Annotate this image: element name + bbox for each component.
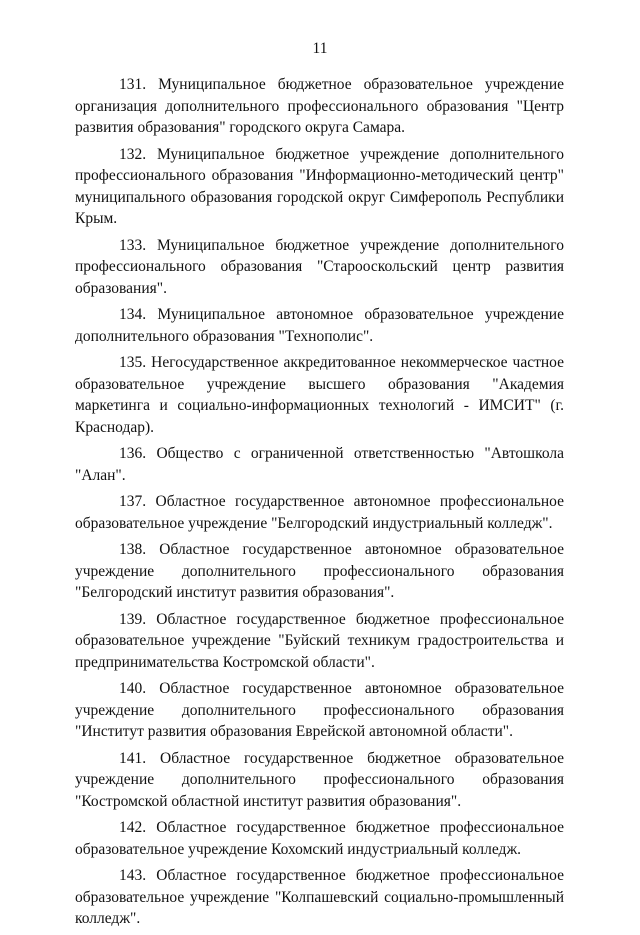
list-item: 135. Негосударственное аккредитованное некоммерческое частное образовательное учреждение высшего образования "Академия маркетинга и социально-информационных технологий - ИМСИТ" (г. Краснодар). [75,354,564,436]
list-item: 133. Муниципальное бюджетное учреждение дополнительного профессионального образования "Старооскольский центр развития образования". [75,236,564,297]
page-number: 11 [312,40,328,57]
list-item: 131. Муниципальное бюджетное образовательное учреждение организация дополнительного профессионального образования "Центр развития образования" городского округа Самара. [75,76,564,136]
list-item: 132. Муниципальное бюджетное учреждение дополнительного профессионального образования "Информационно-методический центр" муниципального образования городской округ Симферополь Республики Крым. [75,145,564,227]
list-item: 140. Областное государственное автономное образовательное учреждение дополнительного профессионального образования "Институт развития образования Еврейской автономной области". [75,680,564,740]
list-item: 142. Областное государственное бюджетное профессиональное образовательное учреждение Кохомский индустриальный колледж. [75,819,564,858]
list-item: 141. Областное государственное бюджетное образовательное учреждение дополнительного профессионального образования "Костромской областной институт развития образования". [75,749,564,810]
list-item: 136. Общество с ограниченной ответственностью "Автошкола "Алан". [75,445,564,484]
list-item: 138. Областное государственное автономное образовательное учреждение дополнительного профессионального образования "Белгородский институт развития образования". [75,541,564,601]
list-item: 139. Областное государственное бюджетное профессиональное образовательное учреждение "Буйский техникум градостроительства и предпринимательства Костромской области". [75,610,564,671]
document-body [75,74,564,935]
list-item: 137. Областное государственное автономное профессиональное образовательное учреждение "Белгородский индустриальный колледж". [75,493,564,532]
list-item: 143. Областное государственное бюджетное профессиональное образовательное учреждение "Колпашевский социально-промышленный колледж". [75,867,564,927]
list-item: 134. Муниципальное автономное образовательное учреждение дополнительного образования "Технополис". [75,306,564,345]
